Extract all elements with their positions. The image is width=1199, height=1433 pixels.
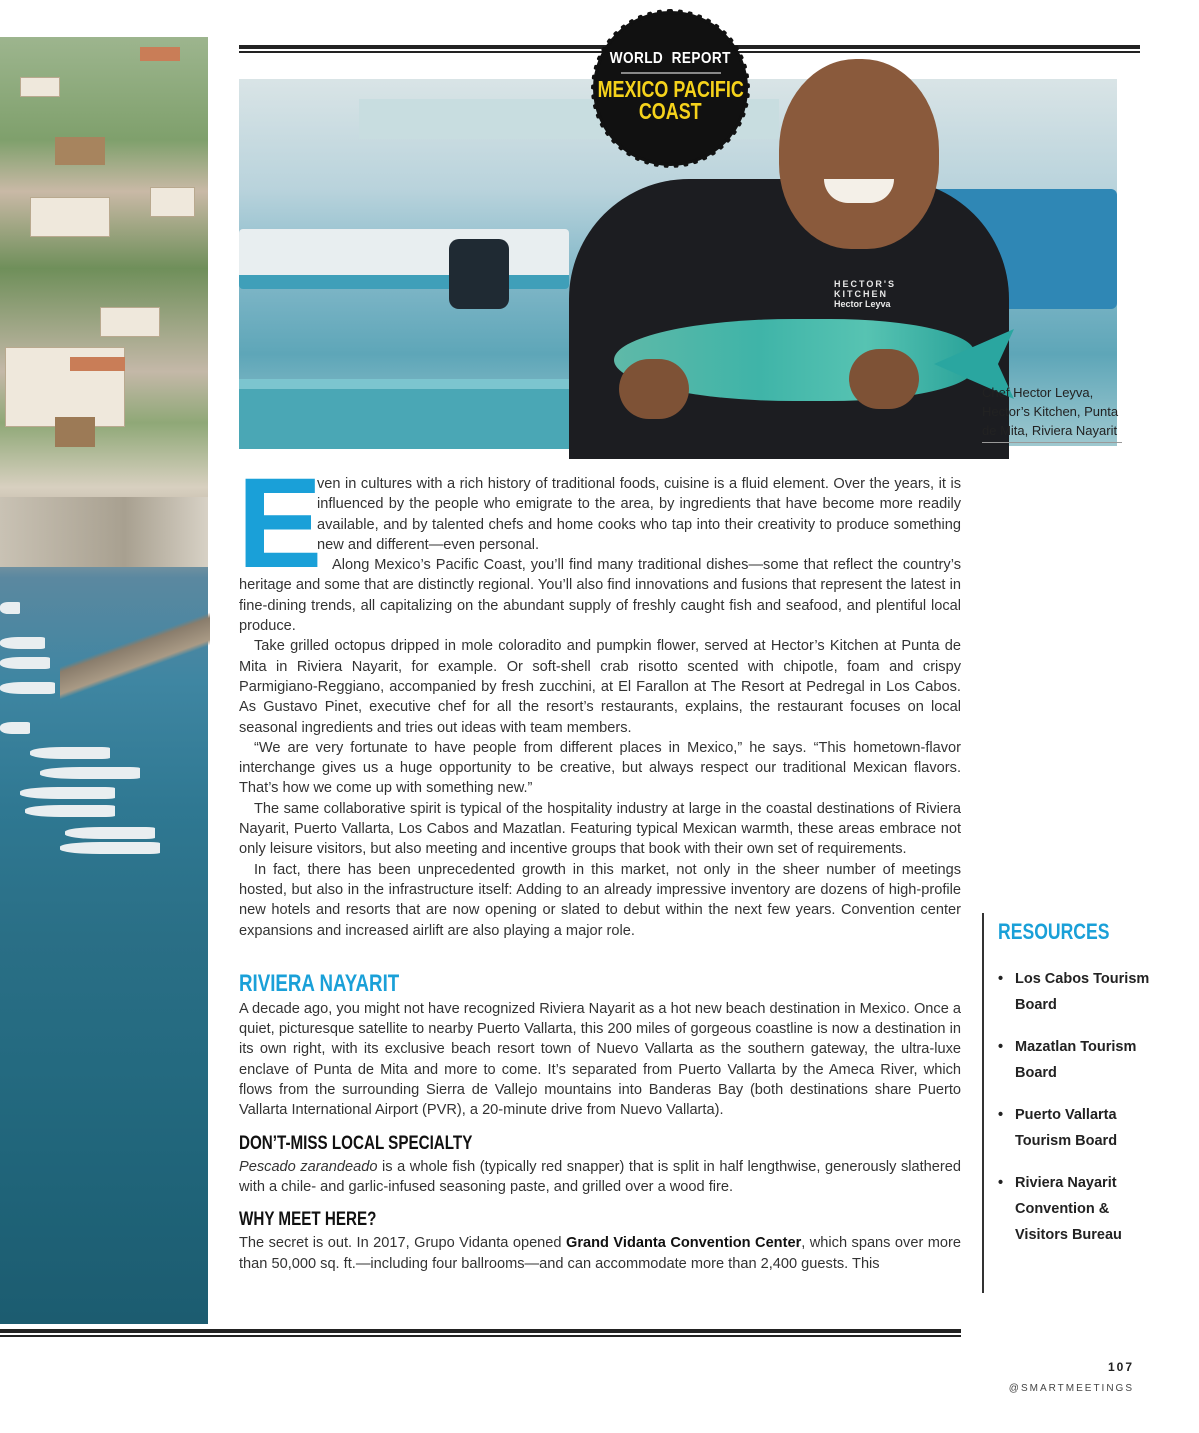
resource-label: Los Cabos Tourism Board (1015, 971, 1150, 1013)
photo-boat (60, 842, 160, 854)
world-report-badge (596, 14, 745, 163)
bullet-icon: • (998, 1107, 1004, 1123)
paragraph: Along Mexico’s Pacific Coast, you’ll find many traditional dishes—some that reflect the country’s heritage and some that are distinctly regional. You’ll also find innovations and fusions that represent the latest in fine-dining trends, all capitalizing on the abundant supply of freshly caught fish and seafood, and plentiful local produce. (239, 557, 961, 635)
resources-list (998, 966, 1152, 1248)
resource-label: Riviera Nayarit Convention & Visitors Bureau (1015, 1175, 1122, 1243)
social-handle: @SMARTMEETINGS (1008, 1383, 1134, 1394)
drop-cap: E (237, 452, 323, 595)
apron-logo-line: HECTOR'S (834, 279, 896, 289)
resources-sidebar (982, 913, 1152, 1293)
photo-breakwater (60, 557, 210, 777)
photo-roof (140, 47, 180, 61)
paragraph: Take grilled octopus dripped in mole coloradito and pumpkin flower, served at Hector’s Kitchen at Punta de Mita in Riviera Nayarit, for example. Or soft-shell crab risotto scented with chipotle, foam and crispy Parmigiano-Reggiano, accompanied by fresh zucchini, at El Farallon at The Resort at Pedregal in Los Cabos. As Gustavo Pinet, executive chef for all the resort’s restaurants, explains, the restaurant focuses on local seasonal ingredients and tries out ideas with team members. (239, 638, 961, 736)
photo-boat (0, 722, 30, 734)
bottom-rule (0, 1329, 961, 1340)
photo-roof (55, 137, 105, 165)
photo-house (30, 197, 110, 237)
photo-boat (65, 827, 155, 839)
bullet-icon: • (998, 971, 1004, 987)
photo-chef-head (779, 59, 939, 249)
resources-title: RESOURCES (998, 919, 1110, 944)
photo-boat (0, 602, 20, 614)
photo-house (20, 77, 60, 97)
bullet-icon: • (998, 1175, 1004, 1191)
apron-logo-line: KITCHEN (834, 289, 888, 299)
photo-house (100, 307, 160, 337)
resource-item (998, 966, 1152, 1018)
paragraph-text: is a whole fish (typically red snapper) that is split in half lengthwise, generously slathered with a chile- and garlic-infused seasoning paste, and grilled over a wood fire. (239, 1158, 962, 1195)
paragraph: In fact, there has been unprecedented growth in this market, not only in the sheer number of meetings hosted, but also in the infrastructure itself: Adding to an already impressive inventory are dozens of high-profile new hotels and resorts that are now opening or slated to debut within the next few years. Convention center expansions and increased airlift are also playing a major role. (239, 861, 961, 939)
photo-boat (0, 637, 45, 649)
paragraph-text: , which spans over more than 50,000 sq. ft.—including four ballrooms—and can accommodate more than 2,400 guests. This (239, 1235, 962, 1272)
badge-region-line1: MEXICO PACIFIC (597, 75, 744, 102)
resource-label: Puerto Vallarta Tourism Board (1015, 1107, 1118, 1149)
resource-item (998, 1170, 1152, 1248)
photo-boat (239, 229, 569, 289)
paragraph: A decade ago, you might not have recognized Riviera Nayarit as a hot new beach destination in Mexico. Once a quiet, picturesque satellite to nearby Puerto Vallarta, this 200 miles of gorgeous coastline is now a destination in its own right, with its exclusive beach resort town of Nuevo Vallarta as the southern gateway, the ultra-luxe enclave of Punta de Mita and more to come. It’s separated from Puerto Vallarta by the Ameca River, which flows from the surrounding Sierra de Vallejo mountains into Banderas Bay (both destinations share Puerto Vallarta International Airport (PVR), a 20-minute drive from Nuevo Vallarta). (239, 1000, 962, 1119)
photo-roof (55, 417, 95, 447)
photo-boat (0, 657, 50, 669)
section-heading: RIVIERA NAYARIT (239, 969, 400, 997)
paragraph-text: ven in cultures with a rich history of traditional foods, cuisine is a fluid element. Over the years, it is influenced by the people who emigrate to the area, by ingredients that have become more readily available, and by talented chefs and home cooks who tap into their creativity to produce something new and different—even personal. (317, 476, 961, 553)
paragraph-text: The secret is out. In 2017, Grupo Vidanta opened (239, 1235, 566, 1252)
article-body (237, 452, 962, 1274)
dish-name: Pescado zarandeado (239, 1158, 378, 1175)
resource-item (998, 1034, 1152, 1086)
photo-chef-hand (849, 349, 919, 409)
paragraph: The same collaborative spirit is typical of the hospitality industry at large in the coastal destinations of Riviera Nayarit, Puerto Vallarta, Los Cabos and Mazatlan. Featuring typical Mexican warmth, these areas embrace not only leisure visitors, but also meeting and incentive groups that book with their own set of requirements. (239, 800, 961, 858)
badge-divider (621, 72, 721, 74)
subheading-why-meet: WHY MEET HERE? (239, 1209, 377, 1231)
badge-kicker: WORLD REPORT (609, 49, 732, 67)
photo-boat (30, 747, 110, 759)
photo-chef-hand (619, 359, 689, 419)
photo-boat (0, 682, 55, 694)
paragraph (239, 1157, 961, 1198)
photo-boat (20, 787, 115, 799)
paragraph: “We are very fortunate to have people from different places in Mexico,” he says. “This hometown-flavor interchange gives us a huge opportunity to be creative, but always respect our traditional Mexican flavors. That’s how we come up with something new.” (239, 739, 961, 797)
resource-item (998, 1102, 1152, 1154)
photo-outboard-motor (449, 239, 509, 309)
venue-name: Grand Vidanta Convention Center (566, 1235, 802, 1252)
badge-region-line2: COAST (639, 97, 702, 124)
bullet-icon: • (998, 1039, 1004, 1055)
apron-logo (834, 279, 896, 309)
photo-roof (70, 357, 125, 371)
apron-logo-line: Hector Leyva (834, 299, 891, 309)
paragraph (239, 1233, 961, 1274)
subheading-specialty: DON’T-MISS LOCAL SPECIALTY (239, 1132, 473, 1154)
aerial-coast-photo (0, 37, 208, 1324)
lead-paragraph (237, 452, 961, 595)
photo-house (150, 187, 195, 217)
resource-label: Mazatlan Tourism Board (1015, 1039, 1137, 1081)
page-number: 107 (1107, 1360, 1134, 1374)
photo-caption: Chef Hector Leyva, Hector’s Kitchen, Punta de Mita, Riviera Nayarit (982, 383, 1122, 443)
photo-boat (239, 379, 579, 449)
photo-boat (40, 767, 140, 779)
photo-boat (25, 805, 115, 817)
